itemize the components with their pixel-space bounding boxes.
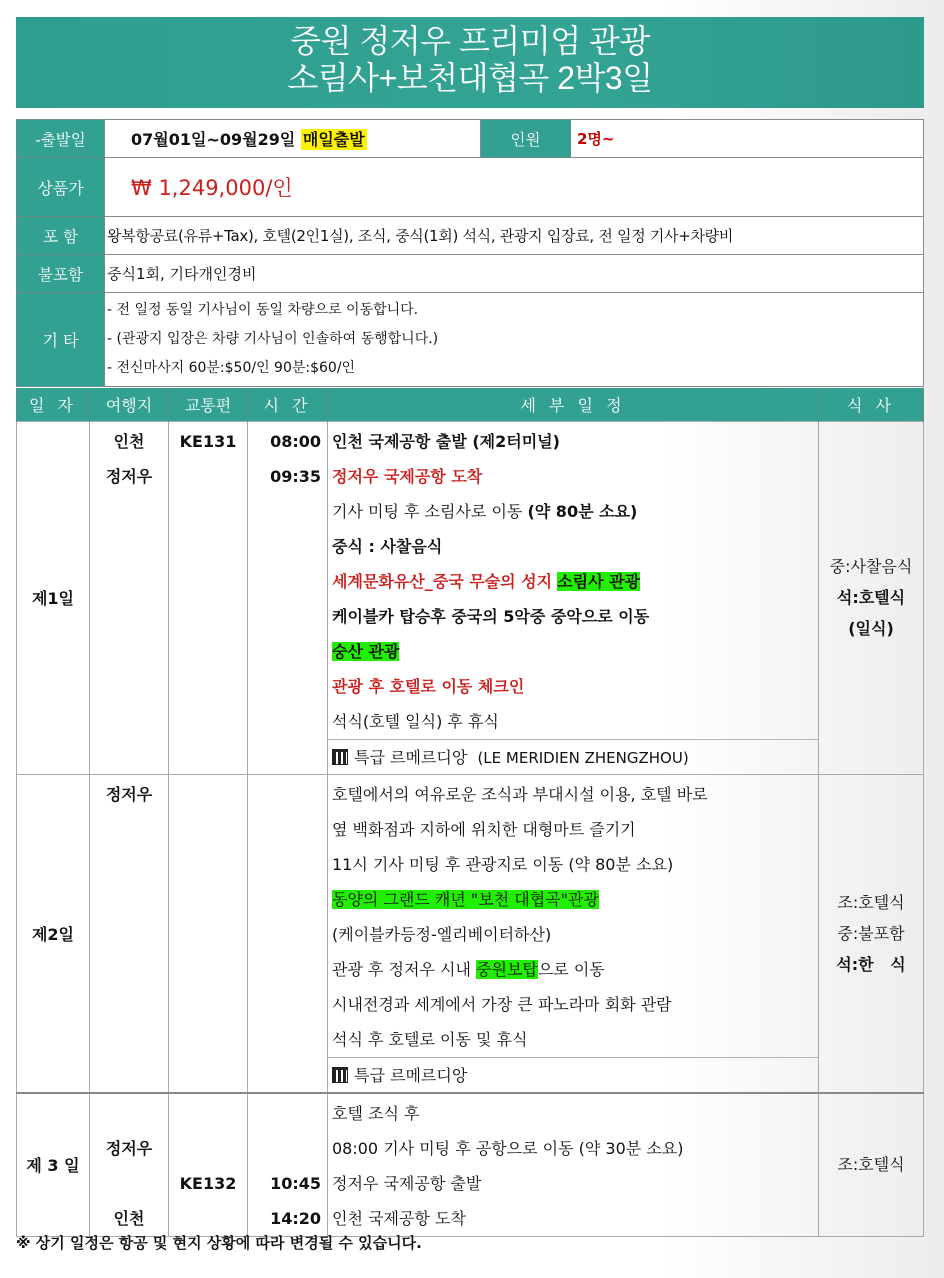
detail-line: 정저우 국제공항 도착 (332, 466, 483, 486)
flight-ke132: KE132 (179, 1173, 237, 1193)
title-line-1: 중원 정저우 프리미엄 관광 (290, 23, 650, 59)
day-2-places (90, 774, 169, 1093)
detail-line: 옆 백화점과 지하에 위치한 대형마트 즐기기 (332, 819, 636, 839)
etc-line-2: - (관광지 입장은 차량 기사님이 인솔하여 동행합니다.) (107, 331, 439, 347)
day-3-places (90, 1093, 169, 1237)
footnote: ※ 상기 일정은 항공 및 현지 상황에 따라 변경될 수 있습니다. (16, 1234, 422, 1252)
time-departure: 10:45 (270, 1173, 321, 1193)
hotel-name-en: (LE MERIDIEN ZHENGZHOU) (477, 748, 689, 767)
people-label: 인원 (481, 120, 571, 158)
meal-breakfast: 조:호텔식 (837, 1155, 905, 1174)
meal-lunch: 중:불포함 (837, 923, 905, 943)
header-detail: 세 부 일 정 (328, 388, 819, 421)
detail-line: 인천 국제공항 도착 (332, 1208, 466, 1228)
hotel-name: 특급 르메르디앙 (354, 747, 468, 767)
day-3-details (328, 1093, 819, 1237)
day-1-flight (169, 421, 248, 774)
meal-breakfast: 조:호텔식 (837, 892, 905, 912)
place-incheon: 인천 (113, 1208, 145, 1228)
detail-line: 호텔 조식 후 (332, 1103, 420, 1123)
hotel-icon (332, 1067, 348, 1083)
place-zhengzhou: 정저우 (105, 1138, 153, 1158)
header-meal: 식 사 (819, 388, 924, 421)
highlight-songshan: 숭산 관광 (332, 641, 400, 661)
detail-line: 호텔에서의 여유로운 조식과 부대시설 이용, 호텔 바로 (332, 784, 708, 804)
detail-line: 케이블카 탑승후 중국의 5악중 중악으로 이동 (332, 606, 650, 626)
detail-line (328, 634, 818, 669)
day-3-flight (169, 1093, 248, 1237)
hotel-line (328, 1057, 818, 1092)
time-arrival: 09:35 (270, 466, 321, 486)
detail-line: 시내전경과 세계에서 가장 큰 파노라마 회화 관람 (332, 994, 672, 1014)
meal-lunch: 중:사찰음식 (829, 557, 913, 576)
detail-line: 08:00 기사 미팅 후 공항으로 이동 (약 30분 소요) (332, 1138, 684, 1158)
detail-line: 관광 후 정저우 시내 중원보탑으로 이동 (332, 959, 605, 979)
day-3-label: 제 3 일 (17, 1093, 90, 1237)
header-time: 시 간 (248, 388, 328, 421)
meal-dinner: 석:호텔식 (836, 588, 906, 607)
place-zhengzhou: 정저우 (105, 784, 153, 804)
detail-line: 기사 미팅 후 소림사로 이동 (약 80분 소요) (332, 501, 638, 521)
day-2-row (17, 774, 924, 1093)
day-1-label: 제1일 (17, 421, 90, 774)
detail-line: 석식 후 호텔로 이동 및 휴식 (332, 1029, 528, 1049)
day-1-meals (819, 421, 924, 774)
itinerary-table (16, 388, 924, 1237)
day-1-details (328, 421, 819, 774)
meal-dinner: 석:한 식 (836, 954, 906, 974)
day-3-meals (819, 1093, 924, 1237)
people-value: 2명~ (571, 120, 924, 158)
day-2-label: 제2일 (17, 774, 90, 1093)
title-line-2: 소림사+보천대협곡 2박3일 (287, 60, 653, 96)
etc-label: 기 타 (17, 293, 105, 387)
price-value: ₩ 1,249,000/인 (105, 158, 924, 217)
hotel-line (328, 739, 818, 774)
include-value: 왕복항공료(유류+Tax), 호텔(2인1실), 조식, 중식(1회) 석식, 관광지 입장료, 전 일정 기사+차량비 (105, 217, 924, 255)
price-label: 상품가 (17, 158, 105, 217)
hotel-icon (332, 749, 348, 765)
detail-line: 세계문화유산_중국 무술의 성지 소림사 관광 (332, 571, 641, 591)
day-3-row (17, 1093, 924, 1237)
etc-value (105, 293, 924, 387)
meal-dinner-note: (일식) (848, 619, 894, 638)
detail-line: 정저우 국제공항 출발 (332, 1173, 482, 1193)
title-banner (16, 17, 924, 108)
include-label: 포 함 (17, 217, 105, 255)
detail-line (328, 882, 818, 917)
header-day: 일 자 (17, 388, 90, 421)
product-info-table (16, 119, 924, 387)
time-arrival: 14:20 (270, 1208, 321, 1228)
flight-ke131: KE131 (179, 431, 237, 451)
time-departure: 08:00 (270, 431, 321, 451)
highlight-pagoda: 중원보탑 (476, 959, 538, 979)
exclude-label: 불포함 (17, 255, 105, 293)
detail-line: 인천 국제공항 출발 (제2터미널) (332, 431, 560, 451)
header-transport: 교통편 (169, 388, 248, 421)
highlight-shaolin: 소림사 관광 (557, 571, 641, 591)
exclude-value: 중식1회, 기타개인경비 (105, 255, 924, 293)
daily-departure-badge: 매일출발 (302, 130, 365, 149)
day-2-meals (819, 774, 924, 1093)
day-1-times (248, 421, 328, 774)
hotel-name: 특급 르메르디앙 (354, 1065, 468, 1085)
day-1-row (17, 421, 924, 774)
day-2-flight (169, 774, 248, 1093)
detail-line: (케이블카등정-엘리베이터하산) (332, 924, 552, 944)
place-incheon: 인천 (113, 431, 145, 451)
departure-dates: 07월01일~09월29일 (131, 130, 296, 149)
day-1-places (90, 421, 169, 774)
detail-line: 석식(호텔 일식) 후 휴식 (332, 711, 499, 731)
day-3-times (248, 1093, 328, 1237)
day-2-details (328, 774, 819, 1093)
detail-line: 중식 : 사찰음식 (332, 536, 443, 556)
day-2-times (248, 774, 328, 1093)
departure-value (105, 120, 481, 158)
detail-line: 관광 후 호텔로 이동 체크인 (332, 676, 525, 696)
header-destination: 여행지 (90, 388, 169, 421)
highlight-baoquan: 동양의 그랜드 캐년 "보천 대협곡"관광 (332, 889, 599, 909)
place-zhengzhou: 정저우 (105, 466, 153, 486)
etc-line-3: - 전신마사지 60분:$50/인 90분:$60/인 (107, 360, 356, 376)
departure-label: -출발일 (17, 120, 105, 158)
etc-line-1: - 전 일정 동일 기사님이 동일 차량으로 이동합니다. (107, 302, 419, 318)
detail-line: 11시 기사 미팅 후 관광지로 이동 (약 80분 소요) (332, 854, 674, 874)
